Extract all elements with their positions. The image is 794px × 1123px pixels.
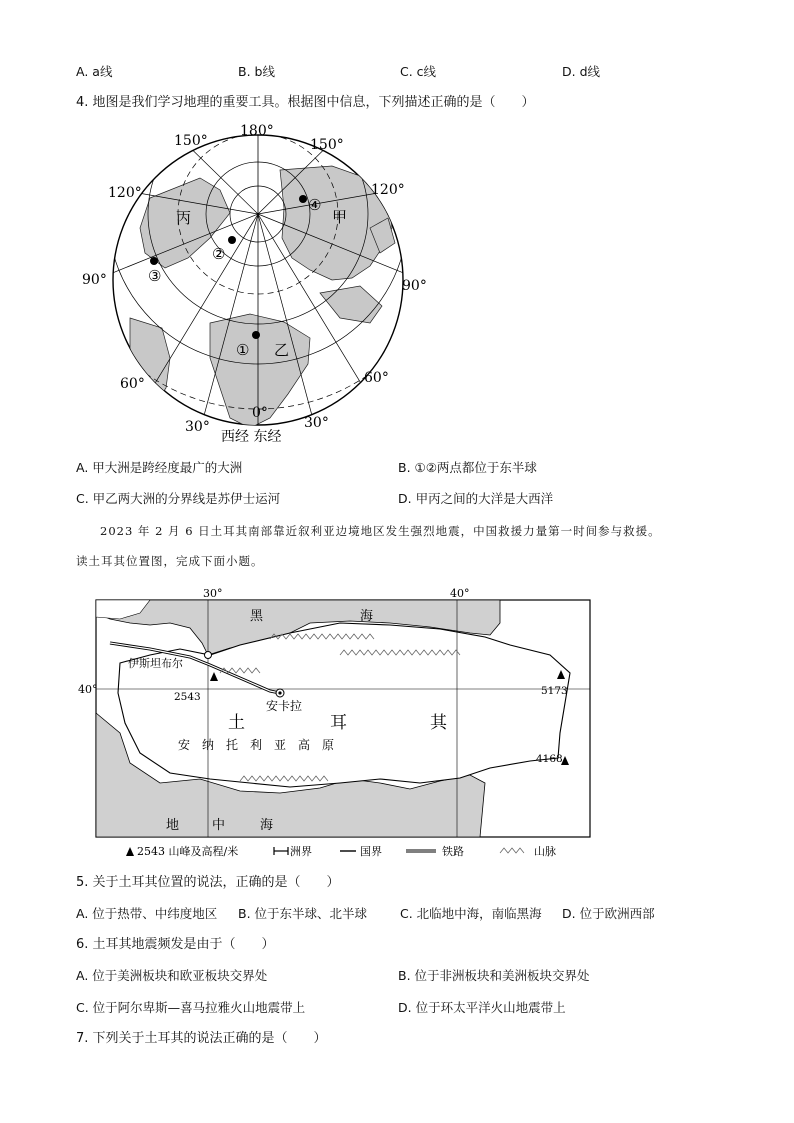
q4-option-b: B. ①②两点都位于东半球	[398, 460, 537, 475]
globe-bottom-label: 西经 东经	[221, 429, 282, 445]
q4-option-c: C. 甲乙两大洲的分界线是苏伊士运河	[76, 491, 281, 506]
option-b: B. b线	[238, 64, 275, 79]
point-label-1: ①	[236, 341, 250, 359]
intro-line-2: 读土耳其位置图，完成下面小题。	[76, 554, 264, 568]
question-5-stem: 5. 关于土耳其位置的说法，正确的是（ ）	[76, 875, 340, 890]
med-sea-2: 中	[212, 818, 226, 833]
q5-option-d: D. 位于欧洲西部	[562, 906, 655, 921]
legend-peak: 2543 山峰及高程/米	[137, 845, 239, 858]
question-6-stem: 6. 土耳其地震频发是由于（ ）	[76, 937, 275, 952]
continent-yi: 乙	[274, 341, 290, 359]
istanbul-label: 伊斯坦布尔	[128, 657, 183, 670]
point-label-3: ③	[148, 267, 162, 285]
option-c: C. c线	[400, 64, 437, 79]
globe-lon-120w: 120°	[108, 185, 142, 201]
peak-2543-label: 2543	[174, 691, 201, 703]
peak-4168-label: 4168	[536, 753, 563, 765]
globe-lon-180: 180°	[240, 123, 274, 139]
legend-boundary: 洲界	[290, 845, 312, 858]
globe-lon-90e: 90°	[402, 278, 427, 294]
map-lon-30: 30°	[203, 587, 223, 600]
q4-option-a: A. 甲大洲是跨经度最广的大洲	[76, 460, 243, 475]
q6-option-a: A. 位于美洲板块和欧亚板块交界处	[76, 968, 268, 983]
globe-lon-30w: 30°	[185, 419, 210, 435]
map-lat-40: 40°	[78, 683, 98, 696]
legend-railway: 铁路	[442, 845, 464, 858]
q6-option-c: C. 位于阿尔卑斯—喜马拉雅火山地震带上	[76, 1000, 306, 1015]
globe-lon-120e: 120°	[371, 182, 405, 198]
point-label-4: ④	[308, 196, 322, 214]
plateau-label: 安 纳 托 利 亚 高 原	[178, 738, 335, 752]
black-sea-2: 海	[360, 609, 374, 624]
polar-globe-map	[70, 118, 450, 448]
med-sea-1: 地	[166, 818, 180, 833]
q5-option-b: B. 位于东半球、北半球	[238, 906, 368, 921]
map-lon-40: 40°	[450, 587, 470, 600]
globe-lon-90w: 90°	[82, 272, 107, 288]
continent-jia: 甲	[332, 208, 348, 226]
question-4-stem: 4. 地图是我们学习地理的重要工具。根据图中信息，下列描述正确的是（ ）	[76, 95, 535, 110]
q5-option-c: C. 北临地中海，南临黑海	[400, 906, 542, 921]
q5-option-a: A. 位于热带、中纬度地区	[76, 906, 218, 921]
globe-lon-30e: 30°	[304, 415, 329, 431]
point-1	[252, 331, 260, 339]
istanbul-marker	[205, 652, 212, 659]
peak-5173-label: 5173	[541, 685, 568, 697]
continent-bing: 丙	[176, 209, 192, 227]
black-sea-1: 黑	[250, 609, 264, 624]
point-label-2: ②	[212, 245, 226, 263]
legend-border: 国界	[360, 845, 382, 858]
intro-line-1: 2023 年 2 月 6 日土耳其南部靠近叙利亚边境地区发生强烈地震，中国救援力量第一时间参与救援。	[100, 524, 661, 538]
option-a: A. a线	[76, 64, 113, 79]
globe-lon-150e: 150°	[310, 137, 344, 153]
q4-option-d: D. 甲丙之间的大洋是大西洋	[398, 491, 554, 506]
turkey-location-map	[78, 583, 600, 863]
point-2	[228, 236, 236, 244]
q6-option-b: B. 位于非洲板块和美洲板块交界处	[398, 968, 590, 983]
globe-lon-0: 0°	[252, 405, 268, 421]
option-d: D. d线	[562, 64, 601, 79]
q6-option-d: D. 位于环太平洋火山地震带上	[398, 1000, 566, 1015]
country-2: 耳	[330, 713, 347, 733]
country-1: 土	[228, 713, 245, 733]
ankara-label: 安卡拉	[266, 699, 303, 713]
globe-lon-60e: 60°	[364, 370, 389, 386]
point-4	[299, 195, 307, 203]
point-3	[150, 257, 158, 265]
question-7-stem: 7. 下列关于土耳其的说法正确的是（ ）	[76, 1031, 327, 1046]
med-sea-3: 海	[260, 818, 274, 833]
globe-lon-60w: 60°	[120, 376, 145, 392]
globe-lon-150w: 150°	[174, 133, 208, 149]
legend-mountain: 山脉	[534, 845, 556, 858]
country-3: 其	[430, 713, 447, 733]
